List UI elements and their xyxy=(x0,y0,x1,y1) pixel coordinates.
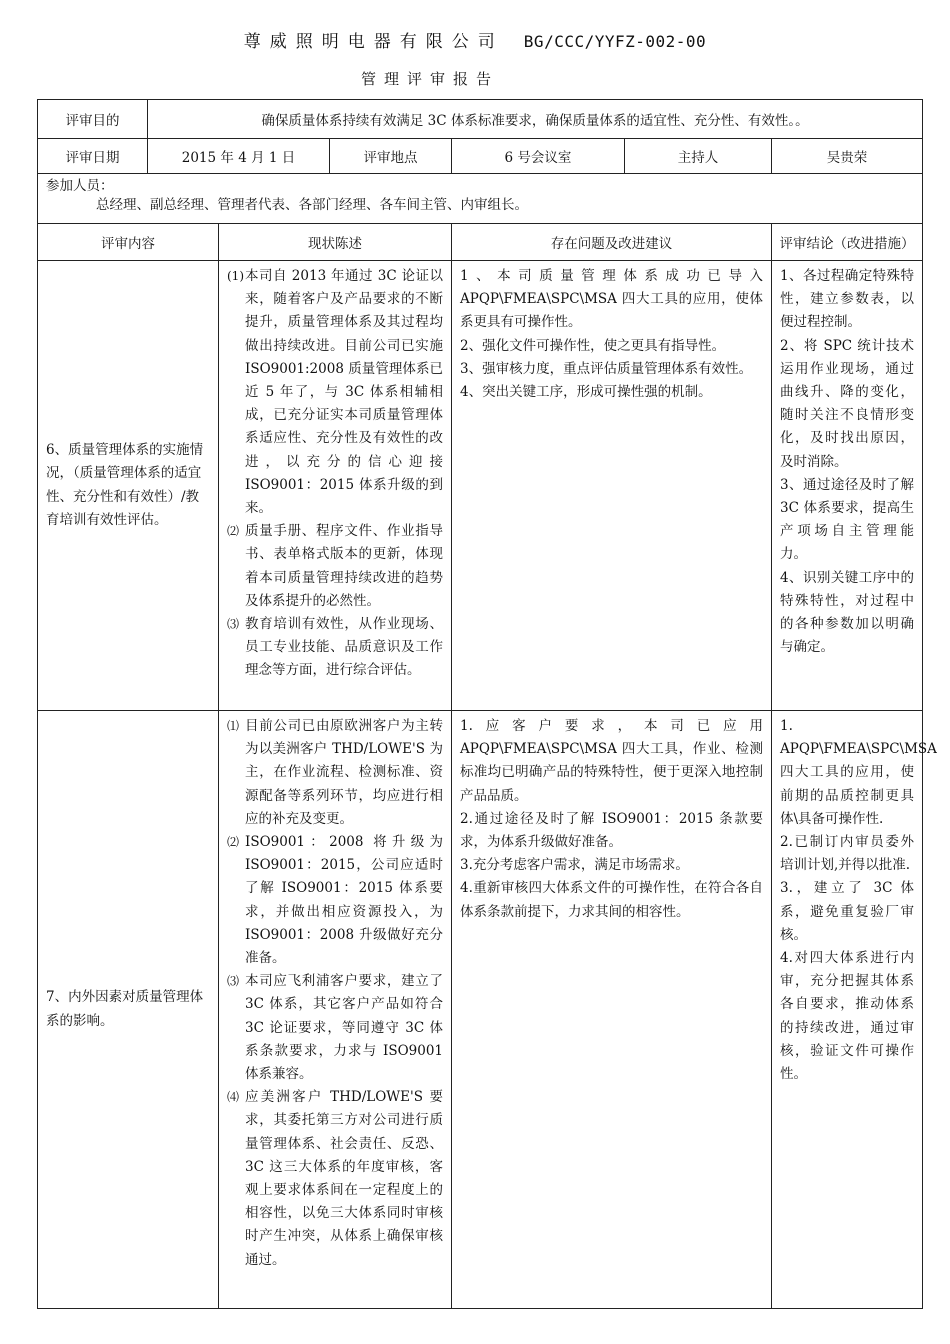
status-item: ⑶ 本司应飞利浦客户要求，建立了 3C 体系，其它客户产品如符合 3C 论证要求，等同遵守 3C 体系条款要求，力求与 ISO9001 体系兼容。 xyxy=(227,973,443,1083)
conclusion-cell xyxy=(772,711,937,1309)
conclusion-item: 1、各过程确定特殊特性，建立参数表，以便过程控制。 xyxy=(780,268,914,331)
issue-item: 1、本司质量管理体系成功已导入 APQP\FMEA\SPC\MSA 四大工具的应用，使体系更具有可操作性。 xyxy=(460,268,763,331)
status-item: ⑶ 教育培训有效性，从作业现场、员工专业技能、品质意识及工作理念等方面，进行综合评估。 xyxy=(227,616,443,679)
purpose-row xyxy=(38,100,923,139)
conclusion-cell xyxy=(772,261,923,711)
col-header-content: 评审内容 xyxy=(38,224,219,261)
issue-item: 4、突出关键工序，形成可操性强的机制。 xyxy=(460,384,712,401)
conclusion-item: 4、识别关键工序中的特殊特性，对过程中的各种参数加以明确与确定。 xyxy=(780,569,914,656)
date-value: 2015 年 4 月 1 日 xyxy=(148,139,330,174)
issues-cell xyxy=(452,711,772,1309)
participants-row xyxy=(38,174,923,224)
status-cell xyxy=(219,711,452,1309)
company-name: 尊威照明电器有限公司 xyxy=(243,32,504,52)
location-value: 6 号会议室 xyxy=(452,139,625,174)
col-header-conclusion: 评审结论（改进措施） xyxy=(772,224,923,261)
conclusion-item: 3.，建立了 3C 体系，避免重复验厂审核。 xyxy=(780,880,914,943)
issue-item: 2、强化文件可操作性，使之更具有指导性。 xyxy=(460,337,726,354)
document-code: BG/CCC/YYFZ-002-00 xyxy=(523,32,707,51)
review-row-6 xyxy=(38,261,923,711)
host-label: 主持人 xyxy=(625,139,772,174)
status-item: ⑴ 目前公司已由原欧洲客户为主转为以美洲客户 THD/LOWE'S 为主，在作业流程、检测标准、资源配备等系列环节，均应进行相应的补充及变更。 xyxy=(227,718,443,827)
document-header xyxy=(0,30,950,54)
review-content: 7、内外因素对质量管理体系的影响。 xyxy=(38,711,219,1309)
status-item: ⑵ 质量手册、程序文件、作业指导书、表单格式版本的更新，体现着本司质量管理持续改进的趋势及体系提升的必然性。 xyxy=(227,523,443,609)
conclusion-item: 2.已制订内审员委外培训计划,并得以批准. xyxy=(780,834,914,874)
col-header-issues: 存在问题及改进建议 xyxy=(452,224,772,261)
info-row xyxy=(38,139,923,174)
location-label: 评审地点 xyxy=(330,139,452,174)
status-item: (1) 本司自 2013 年通过 3C 论证以来，随着客户及产品要求的不断提升，质量管理体系及其过程均做出持续改进。目前公司已实施 ISO9001:2008 质量管理体系已近 5 年了，与 3C 体系相辅相成，已充分证实本司质量管理体系适应性、充分性及有效性的改进，以充分的信心迎接 ISO9001：2015 体系升级的到来。 xyxy=(227,268,443,517)
purpose-label: 评审目的 xyxy=(38,100,148,139)
issue-item: 3.充分考虑客户需求，满足市场需求。 xyxy=(460,857,689,874)
status-item: ⑵ ISO9001：2008 将升级为 ISO9001：2015，公司应适时了解 ISO9001：2015 体系要求，并做出相应资源投入，为 ISO9001：2008 升级做好充分准备。 xyxy=(227,834,443,967)
review-report-table xyxy=(37,99,937,1309)
conclusion-item: 1. APQP\FMEA\SPC\MSA 四大工具的应用，使前期的品质控制更具体\具备可操作性. xyxy=(780,718,937,827)
participants-label: 参加人员： xyxy=(46,178,114,194)
report-title: 管理评审报告 xyxy=(360,70,499,88)
issue-item: 1.应客户要求，本司已应用 APQP\FMEA\SPC\MSA 四大工具，作业、检测标准均已明确产品的特殊特性，便于更深入地控制产品品质。 xyxy=(460,718,763,804)
issue-item: 4.重新审核四大体系文件的可操作性，在符合各自体系条款前提下，力求其间的相容性。 xyxy=(460,880,763,920)
purpose-text: 确保质量体系持续有效满足 3C 体系标准要求，确保质量体系的适宜性、充分性、有效性。。 xyxy=(148,100,923,139)
col-header-status: 现状陈述 xyxy=(219,224,452,261)
review-row-7 xyxy=(38,711,923,1309)
column-header-row xyxy=(38,224,923,261)
review-content: 6、质量管理体系的实施情况，（质量管理体系的适宜性、充分性和有效性）/教育培训有效性评估。 xyxy=(38,261,219,711)
date-label: 评审日期 xyxy=(38,139,148,174)
issues-cell xyxy=(452,261,772,711)
host-value: 吴贵荣 xyxy=(772,139,923,174)
issue-item: 2.通过途径及时了解 ISO9001：2015 条款要求，为体系升级做好准备。 xyxy=(460,810,763,851)
conclusion-item: 3、通过途径及时了解 3C 体系要求，提高生产项场自主管理能力。 xyxy=(780,476,914,563)
conclusion-item: 4.对四大体系进行内审，充分把握其体系各自要求，推动体系的持续改进，通过审核，验证文件可操作性。 xyxy=(780,950,914,1083)
status-cell xyxy=(219,261,452,711)
status-item: ⑷ 应美洲客户 THD/LOWE'S 要求，其委托第三方对公司进行质量管理体系、社会责任、反恐、3C 这三大体系的年度审核，客观上要求体系间在一定程度上的相容性，以免三大体系同时审核时产生冲突，从体系上确保审核通过。 xyxy=(227,1089,443,1268)
conclusion-item: 2、将 SPC 统计技术运用作业现场，通过曲线升、降的变化，随时关注不良情形变化，及时找出原因，及时消除。 xyxy=(780,337,914,470)
participants-names: 总经理、副总经理、管理者代表、各部门经理、各车间主管、内审组长。 xyxy=(96,197,528,213)
issue-item: 3、强审核力度，重点评估质量管理体系有效性。 xyxy=(460,360,753,377)
